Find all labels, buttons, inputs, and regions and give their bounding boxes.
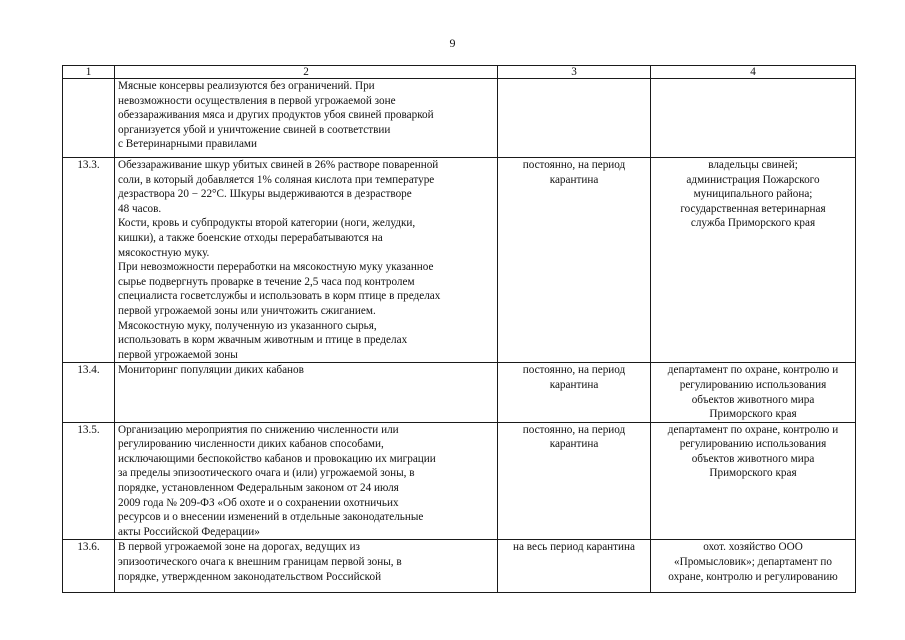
responsible-cell [651,422,856,540]
responsible-line: муниципального района; [693,188,813,201]
measure-line: Мясные консервы реализуются без ограничений. При [118,80,375,92]
period-cell [498,540,651,593]
responsible-line: департамент по охране, контролю и [667,423,839,436]
page-number: 9 [449,36,456,50]
measure-line: Мясокостную муку, полученную из указанного сырья, [118,319,377,332]
measure-line: 48 часов. [118,202,162,215]
responsible-cell [651,363,856,422]
column-header-4: 4 [651,66,856,79]
table-row-13-5 [63,422,856,540]
measure-line: 2009 года № 209-ФЗ «Об охоте и о сохранении охотничьих [118,496,399,509]
responsible-line: охране, контролю и регулированию [668,570,838,583]
measure-line: эпизоотического очага к внешним границам первой зоны, в [118,556,402,569]
column-header-1: 1 [63,66,115,79]
responsible-line: регулированию использования [679,438,827,451]
measure-line: соли, в который добавляется 1% соляная кислота при температуре [118,173,435,186]
responsible-line: государственная ветеринарная [680,202,826,215]
responsible-line: Приморского края [709,408,797,421]
measure-line: В первой угрожаемой зоне на дорогах, ведущих из [118,541,360,554]
measure-line: регулированию численности диких кабанов способами, [118,438,384,451]
period-cell [498,363,651,422]
measure-line: акты Российской Федерации» [118,525,260,538]
measure-line: порядке, утвержденном законодательством Российской [118,570,382,583]
measure-line: Обеззараживание шкур убитых свиней в 26% растворе поваренной [118,159,439,171]
column-header-2: 2 [115,66,498,79]
column-header-3: 3 [498,66,651,79]
row-number-cell: 13.4. [63,363,115,422]
period-line: постоянно, на период [522,423,626,436]
responsible-cell [651,158,856,363]
responsible-line: объектов животного мира [691,452,815,465]
period-cell [498,158,651,363]
table-row-13-4 [63,363,856,422]
table-row-13-3 [63,158,856,363]
period-line: карантина [549,378,599,391]
responsible-line: охот. хозяйство ООО [703,541,803,554]
measure-cell [115,422,498,540]
responsible-line: служба Приморского края [690,217,816,230]
measure-line: за пределы эпизоотического очага и (или) угрожаемой зоны, в [118,467,415,480]
measure-line: порядке, установленном Федеральным законом от 24 июля [118,482,399,495]
responsible-line: объектов животного мира [691,393,815,406]
measure-line: Кости, кровь и субпродукты второй категории (ноги, желудки, [118,217,416,230]
period-line: карантина [549,438,599,451]
measure-line: мясокостную муку. [118,246,210,259]
table-header-row [63,66,856,79]
period-cell [498,422,651,540]
period-line: постоянно, на период [522,364,626,377]
responsible-cell [651,540,856,593]
responsible-line: департамент по охране, контролю и [667,364,839,377]
table-row-continuation [63,79,856,158]
measure-line: с Ветеринарными правилами [118,138,257,151]
measure-cell [115,158,498,363]
row-number-cell: 13.3. [63,158,115,363]
measure-cell [115,540,498,593]
measure-line: кишки), а также боенские отходы перерабатываются на [118,231,383,244]
row-number-cell: 13.6. [63,540,115,593]
measure-line: Мониторинг популяции диких кабанов [118,364,304,377]
measure-line: исключающими беспокойство кабанов и провокацию их миграции [118,452,436,465]
responsible-line: Приморского края [709,467,797,480]
measures-table [62,65,856,593]
row-number-cell [63,79,115,158]
period-line: карантина [549,173,599,186]
responsible-line: «Промысловик»; департамент по [674,556,832,569]
measure-line: обеззараживания мяса и других продуктов убоя свиней проваркой [118,109,434,122]
row-number-cell: 13.5. [63,422,115,540]
responsible-line: администрация Пожарского [686,173,820,186]
measure-line: использовать в корм жвачным животным и птице в пределах [118,334,408,347]
period-cell [498,79,651,158]
responsible-line: владельцы свиней; [708,159,798,171]
measure-line: сырье подвергнуть проварке в течение 2,5 часа под контролем [118,275,415,288]
responsible-cell [651,79,856,158]
measure-cell [115,363,498,422]
measure-line: ресурсов и о внесении изменений в отдельные законодательные [118,511,424,524]
measure-line: Организацию мероприятия по снижению численности или [118,423,399,436]
measure-line: специалиста госветслужбы и использовать в корм птице в пределах [118,290,441,303]
measure-line: При невозможности переработки на мясокостную муку указанное [118,261,434,274]
period-line: постоянно, на период [522,159,626,171]
measure-cell [115,79,498,158]
measure-line: первой угрожаемой зоны или уничтожить сжиганием. [118,304,376,317]
measure-line: дезраствора 20 − 22°С. Шкуры выдерживаются в дезрастворе [118,188,412,201]
period-line: на весь период карантина [513,541,635,554]
table-row-13-6 [63,540,856,593]
responsible-line: регулированию использования [679,378,827,391]
measure-line: организуется убой и уничтожение свиней в соответствии [118,123,391,136]
measure-line: первой угрожаемой зоны [118,348,238,361]
measure-line: невозможности осуществления в первой угрожаемой зоне [118,94,396,107]
